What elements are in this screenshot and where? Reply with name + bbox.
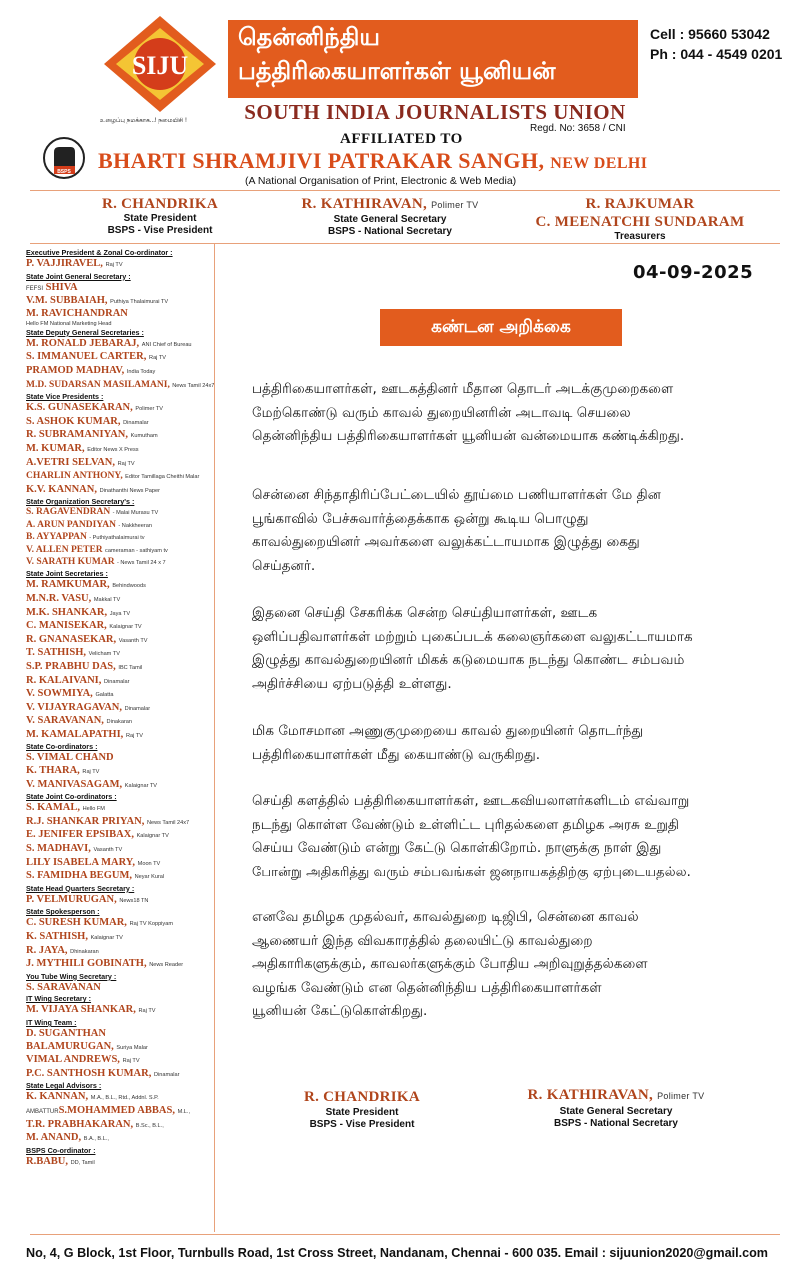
member-name: K.S. GUNASEKARAN, Polimer TV: [26, 402, 163, 414]
member-affiliation: Hello FM National Marketing Head: [26, 320, 112, 327]
siju-logo: [100, 14, 220, 114]
member-name: T. SATHISH, Velicham TV: [26, 647, 120, 659]
member-name: R. JAYA, Dhinakaran: [26, 944, 99, 956]
member-name: R.J. SHANKAR PRIYAN, News Tamil 24x7: [26, 815, 190, 827]
text-line: எனவே தமிழக முதல்வர், காவல்துறை டிஜிபி, சென்னை காவல்: [252, 909, 639, 925]
member-name: S. MADHAVI, Vasanth TV: [26, 843, 123, 855]
member-name: C. SURESH KUMAR, Raj TV Koppiyam: [26, 917, 173, 929]
officer-general-secretary: [270, 195, 510, 238]
bsps-fist-logo: [40, 136, 92, 180]
member-name: M. KAMALAPATHI, Raj TV: [26, 728, 143, 740]
officers-divider: [30, 243, 780, 244]
sidebar-heading: State Head Quarters Secretary :: [26, 883, 135, 893]
officer-name: R. KATHIRAVAN,: [301, 196, 428, 212]
signatory-role-bsps: BSPS - Vise President: [309, 1119, 415, 1130]
signatory-role: State President: [325, 1107, 399, 1118]
sidebar-heading: State Co-ordinators :: [26, 742, 98, 752]
member-name: M. RONALD JEBARAJ, ANI Chief of Bureau: [26, 337, 192, 349]
sidebar-heading: State Joint Secretaries :: [26, 569, 108, 579]
text-line: பத்திரிகையாளர்கள் மீது கையாண்டு வருகிறது.: [252, 746, 541, 763]
text-line: தென்னிந்திய பத்திரிகையாளர்கள் யூனியன் வன்மையாக கண்டிக்கிறது.: [252, 428, 685, 444]
signatory-affiliation: Polimer TV: [657, 1091, 705, 1101]
paragraph-3: [252, 602, 784, 696]
officer-treasurers: [520, 195, 760, 243]
text-line: வழங்க வேண்டும் என தென்னிந்திய பத்திரிகையாளர்கள்: [252, 979, 602, 996]
office-bearers-sidebar: [26, 248, 214, 1169]
signatory-name: R. KATHIRAVAN,: [527, 1087, 654, 1103]
paragraph-1: [252, 378, 784, 449]
officer-role: Treasurers: [614, 231, 666, 242]
signatory-role: State General Secretary: [559, 1106, 673, 1117]
sidebar-heading: BSPS Co-ordinator :: [26, 1145, 96, 1155]
member-name: P. VELMURUGAN, News18 TN: [26, 893, 149, 905]
member-name: K. KANNAN, M.A., B.L., Rtd., Addnl. S.P.: [26, 1091, 159, 1103]
signatory-name: R. CHANDRIKA: [303, 1089, 421, 1105]
bsps-logo-text: BSPS: [57, 169, 71, 175]
member-name: R. SUBRAMANIYAN, Kumutham: [26, 429, 158, 441]
officer-role-bsps: BSPS - Vise President: [107, 225, 213, 236]
member-name: C. MANISEKAR, Kalaignar TV: [26, 620, 142, 632]
member-name: K. SATHISH, Kalaignar TV: [26, 931, 123, 942]
statement-title: கண்டன அறிக்கை: [380, 309, 622, 346]
member-name: PRAMOD MADHAV, India Today: [26, 364, 156, 376]
text-line: போன்று அதிகரித்து வரும் சம்பவங்கள் ஜனநாயகத்திற்கு ஏற்புடையதல்ல.: [252, 864, 691, 880]
officer-role: State General Secretary: [333, 214, 447, 225]
text-line: அதிகாரிகளுக்கும், காவலர்களுக்கும் போதிய அறிவுறுத்தல்களை: [252, 956, 648, 972]
member-name: S. ASHOK KUMAR, Dinamalar: [26, 415, 149, 427]
tamil-name-line2: பத்திரிகையாளர்கள் யூனியன்: [238, 57, 556, 85]
sidebar-divider: [214, 244, 215, 1232]
phone-number: Ph : 044 - 4549 0201: [650, 46, 783, 62]
member-name: R.BABU, DD, Tamil: [26, 1155, 95, 1167]
bsps-name-main: BHARTI SHRAMJIVI PATRAKAR SANGH,: [98, 148, 545, 173]
member-name: J. MYTHILI GOBINATH, News Reader: [26, 958, 184, 970]
member-name: S. KAMAL, Hello FM: [26, 802, 105, 814]
signature-president: [262, 1088, 462, 1131]
member-name: V. SOWMIYA, Galatta: [26, 688, 114, 700]
tamil-name-line1: தென்னிந்திய: [238, 23, 380, 51]
tamil-name-banner: [228, 20, 638, 98]
member-name: A.VETRI SELVAN, Raj TV: [26, 456, 135, 468]
member-name: AMBATTURS.MOHAMMED ABBAS, M.L.,: [26, 1104, 191, 1116]
text-line: மிக மோசமான அணுகுமுறையை காவல் துறையினர் தொடர்ந்து: [252, 723, 644, 739]
contact-info: [650, 24, 782, 64]
member-name: V. SARAVANAN, Dinakaran: [26, 715, 133, 727]
member-name: M. VIJAYA SHANKAR, Raj TV: [26, 1004, 156, 1016]
treasurer-name-2: C. MEENATCHI SUNDARAM: [535, 214, 745, 230]
affiliated-to: AFFILIATED TO: [340, 131, 463, 147]
paragraph-6: [252, 906, 784, 1024]
registration-number: Regd. No: 3658 / CNI: [530, 123, 626, 134]
sidebar-heading: You Tube Wing Secretary :: [26, 971, 117, 981]
text-line: யூனியன் கேட்டுகொள்கிறது.: [252, 1003, 428, 1019]
sidebar-heading: State Deputy General Secretaries :: [26, 327, 144, 337]
member-name: S. IMMANUEL CARTER, Raj TV: [26, 351, 167, 363]
header-divider: [30, 190, 780, 191]
cell-number: Cell : 95660 53042: [650, 26, 770, 42]
text-line: ஒளிப்பதிவாளர்கள் மற்றும் புகைப்படக் கலைஞர்களை வலுகட்டாயமாக: [252, 628, 693, 645]
member-name: M. RAMKUMAR, Behindwoods: [26, 579, 146, 591]
member-name: M.N.R. VASU, Makkal TV: [26, 592, 121, 604]
text-line: பத்திரிகையாளர்கள், ஊடகத்தினர் மீதான தொடர் அடக்குமுறைகளை: [252, 381, 674, 397]
bsps-name: [98, 148, 647, 174]
member-name: S. FAMIDHA BEGUM, Neyar Kural: [26, 870, 165, 882]
text-line: மேற்கொண்டு வரும் காவல் துறையினரின் அடாவடி செயலை: [252, 404, 631, 421]
text-line: பூங்காவில் பேச்சுவார்த்தைக்காக ஒன்று கூடிய பொழுது: [252, 510, 589, 527]
text-line: இழுத்து காவல்துறையினர் மிகக் கடுமையாக நடந்து கொண்ட சம்பவம்: [252, 652, 685, 668]
logo-text: SIJU: [131, 51, 189, 80]
member-name: T.R. PRABHAKARAN, B.Sc., B.L.,: [26, 1118, 164, 1130]
member-name: R. KALAIVANI, Dinamalar: [26, 674, 130, 686]
member-name: M. RAVICHANDRAN: [26, 307, 128, 319]
member-name: VIMAL ANDREWS, Raj TV: [26, 1054, 140, 1066]
footer-address: No, 4, G Block, 1st Floor, Turnbulls Road, 1st Cross Street, Nandanam, Chennai - 600 035. Email : sijuunion2020@gmail.com: [26, 1246, 768, 1260]
sidebar-heading: State Organization Secretary's :: [26, 497, 135, 507]
sidebar-heading: IT Wing Team :: [26, 1017, 77, 1027]
text-line: சென்னை சிந்தாதிரிப்பேட்டையில் தூய்மை பணியாளர்கள் மே தின: [252, 487, 661, 503]
text-line: செய்ய வேண்டும் என்று கேட்டு கொள்கிறோம். நாளுக்கு நாள் இது: [252, 840, 662, 856]
member-name: B. AYYAPPAN - Puthiyathalaimurai tv: [26, 532, 145, 543]
text-line: ஆணையர் இந்த விவகாரத்தில் தலையிட்டு காவல்துறை: [252, 932, 593, 949]
signature-general-secretary: [500, 1086, 732, 1130]
officer-role: State President: [123, 213, 197, 224]
text-line: நடந்து கொள்ள வேண்டும் உள்ளிட்ட புரிதல்களை தமிழக அரசு உறுதி: [252, 816, 680, 833]
member-name: E. JENIFER EPSIBAX, Kalaignar TV: [26, 829, 169, 841]
member-name: A. ARUN PANDIYAN - Nakkheeran: [26, 519, 152, 530]
footer-divider: [30, 1234, 780, 1235]
tagline: உழைப்பு நமக்காக...! நமையிசி !: [100, 118, 187, 124]
member-name: V.M. SUBBAIAH, Puthiya Thalaimurai TV: [26, 295, 169, 307]
member-name: FEFSI SHIVA: [26, 281, 78, 293]
sidebar-heading: State Joint Co-ordinators :: [26, 792, 117, 802]
text-line: இதனை செய்தி சேகரிக்க சென்ற செய்தியாளர்கள், ஊடக: [252, 605, 598, 621]
officer-affiliation: Polimer TV: [431, 200, 479, 210]
treasurer-name-1: R. RAJKUMAR: [585, 196, 695, 212]
bsps-description: (A National Organisation of Print, Electronic & Web Media): [245, 175, 517, 187]
member-name: S. SARAVANAN: [26, 981, 101, 993]
member-name: S. VIMAL CHAND: [26, 752, 114, 764]
text-line: காவல்துறையினர் அவர்களை வலுக்கட்டாயமாக இழுத்து கைது: [252, 534, 640, 550]
text-line: செய்தி களத்தில் பத்திரிகையாளர்கள், ஊடகவியலாளர்களிடம் எவ்வாறு: [252, 793, 690, 809]
sidebar-heading: State Spokesperson :: [26, 907, 100, 917]
member-name: S.P. PRABHU DAS, IBC Tamil: [26, 660, 143, 672]
member-name: BALAMURUGAN, Suriya Malar: [26, 1040, 148, 1052]
member-name: R. GNANASEKAR, Vasanth TV: [26, 633, 148, 645]
member-name: LILY ISABELA MARY, Moon TV: [26, 856, 161, 868]
paragraph-5: [252, 790, 784, 884]
member-name: M.D. SUDARSAN MASILAMANI, News Tamil 24x7: [26, 379, 215, 390]
paragraph-4: [252, 720, 784, 767]
union-name: SOUTH INDIA JOURNALISTS UNION: [244, 100, 626, 124]
paragraph-2: [252, 484, 784, 578]
member-name: D. SUGANTHAN: [26, 1027, 106, 1039]
member-name: M. ANAND, B.A., B.L.,: [26, 1132, 109, 1144]
member-name: V. VIJAYRAGAVAN, Dinamalar: [26, 701, 151, 713]
member-name: M.K. SHANKAR, Jaya TV: [26, 606, 131, 618]
member-name: S. RAGAVENDRAN - Malai Murasu TV: [26, 507, 159, 518]
sidebar-heading: State Joint General Secretary :: [26, 271, 131, 281]
sidebar-heading: State Vice Presidents :: [26, 392, 104, 402]
member-name: K.V. KANNAN, Dinathanthi News Paper: [26, 483, 160, 495]
member-name: CHARLIN ANTHONY, Editor Tamillaga Cheithi Malar: [26, 471, 200, 482]
member-name: P. VAJJIRAVEL, Raj TV: [26, 258, 123, 269]
officer-name: R. CHANDRIKA: [101, 196, 219, 212]
text-line: அதிர்ச்சியை ஏற்படுத்தி உள்ளது.: [252, 675, 452, 692]
bsps-city: NEW DELHI: [550, 155, 648, 172]
member-name: V. ALLEN PETER cameraman - sathiyam tv: [26, 544, 168, 555]
sidebar-heading: State Legal Advisors :: [26, 1081, 102, 1091]
member-name: P.C. SANTHOSH KUMAR, Dinamalar: [26, 1067, 180, 1079]
member-name: M. KUMAR, Editor News X Press: [26, 442, 139, 454]
signatory-role-bsps: BSPS - National Secretary: [554, 1118, 678, 1129]
sidebar-heading: Executive President & Zonal Co-ordinator :: [26, 248, 173, 257]
sidebar-heading: IT Wing Secretary :: [26, 994, 92, 1004]
officer-role-bsps: BSPS - National Secretary: [328, 226, 452, 237]
member-name: V. MANIVASAGAM, Kalaignar TV: [26, 778, 158, 790]
text-line: செய்தனர்.: [252, 557, 316, 574]
member-name: K. THARA, Raj TV: [26, 765, 100, 777]
member-name: V. SARATH KUMAR - News Tamil 24 x 7: [26, 556, 166, 567]
document-date: 04-09-2025: [633, 262, 754, 283]
officer-president: [60, 195, 260, 237]
